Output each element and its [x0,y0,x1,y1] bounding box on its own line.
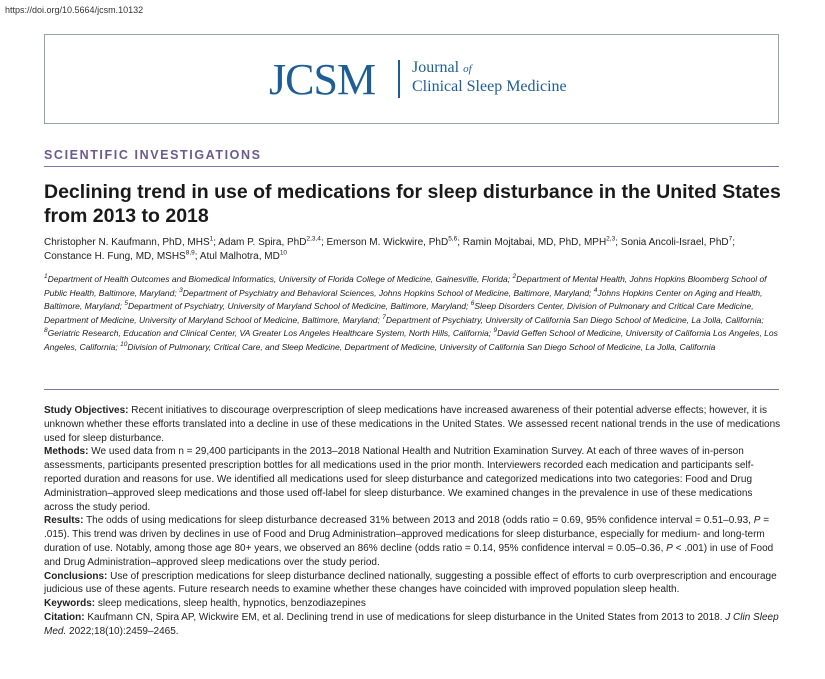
objectives-label: Study Objectives: [44,405,129,416]
affiliation-number: 3 [179,286,183,294]
author-affiliation-sup: 5,6 [448,235,458,243]
abstract-citation [44,611,784,639]
objectives-text: Recent initiatives to discourage overprescription of sleep medications have increased awareness of their potential adverse effects; however, it is unknown whether these efforts translated into a decline in use of these medications in the United States. We assessed recent national trends in the use of medications used for sleep disturbance. [44,405,781,444]
affiliation-text: Department of Psychiatry, University of California San Diego School of Medicine, La Jolla, California; [385,314,764,325]
abstract-objectives [44,404,784,445]
abstract-conclusions [44,570,784,598]
author-name: Constance H. Fung, MD, MSHS [44,251,186,262]
citation-journal: J Clin Sleep Med. [44,611,779,637]
affiliation-text: Department of Health Outcomes and Biomedical Informatics, University of Florida College of Medicine, Gainesville, Florida; [47,274,513,284]
affiliation-text: Department of Psychiatry and Behavioral Sciences, Johns Hopkins School of Medicine, Baltimore, Maryland; [182,287,594,298]
affiliation-text: Geriatric Research, Education and Clinical Center, VA Greater Los Angeles Healthcare System, North Hills, California; [47,328,494,338]
author-separator: ; [457,237,463,248]
keywords-label: Keywords: [44,598,96,610]
section-divider [44,166,779,167]
author-affiliation-sup: 7 [728,235,733,243]
author-separator: ; [320,237,327,248]
results-text-b: = .015). This trend was driven by declines in use of Food and Drug Administration–approved medications for sleep disturbance, especially for medium- and long-term duration of use. Notably, among those age 80+ years, we observed an 86% decline (odds ratio = 0.14, 95% confidence interval = 0.05–0.36, [44,515,770,554]
author-affiliation-sup: 1 [209,235,214,243]
methods-text: We used data from n = 29,400 participants in the 2013–2018 National Health and Nutrition Examination Survey. At each of three waves of in-person assessments, participants presented prescription bottles for all medications used in the prior month. Interviewers recorded each medication and participants self-reported duration and reasons for use. We identified all medications used for sleep disturbance and categorized medications into two categories: Food and Drug Administration–approved sleep medications and those used off-label for sleep disturbance. We examined changes in the prevalence in use of these medications across the study period. [44,446,754,513]
author-separator: ; [213,237,219,248]
citation-volume: 2022;18(10):2459–2465. [69,625,179,637]
affiliation-number: 4 [593,286,598,294]
author-separator: ; [194,251,200,262]
affiliation-text: Division of Pulmonary, Critical Care, and Sleep Medicine, Department of Medicine, University of California San Diego School of Medicine, La Jolla, California [127,341,716,352]
author-name: Sonia Ancoli-Israel, PhD [620,237,729,248]
citation-text: Kaufmann CN, Spira AP, Wickwire EM, et al. Declining trend in use of medications for sleep disturbance in the United States from 2013 to 2018. [87,611,723,623]
affiliation-number: 2 [512,273,517,281]
affiliation-text: Sleep Disorders Center, Division of Pulmonary and Critical Care Medicine, Department of Medicine, University of Maryland School of Medicine, Baltimore, Maryland; [44,301,754,325]
author-affiliation-sup: 8,9 [185,249,195,257]
author-separator: ; [615,237,621,248]
author-name: Emerson M. Wickwire, PhD [326,237,449,248]
results-p-value: P [666,542,673,554]
logo-divider [398,60,400,98]
affiliation-text: Johns Hopkins Center on Aging and Health, Baltimore, Maryland; [44,287,763,311]
author-affiliation-sup: 10 [279,249,288,257]
affiliations [44,273,784,354]
affiliation-number: 10 [120,340,128,348]
affiliation-text: David Geffen School of Medicine, University of California Los Angeles, Los Angeles, California; [44,328,778,352]
conclusions-label: Conclusions: [44,570,108,582]
header-divider [44,389,779,390]
affiliation-number: 9 [493,327,498,335]
journal-name-of: of [463,63,472,75]
section-label: SCIENTIFIC INVESTIGATIONS [44,148,262,162]
results-label: Results: [44,515,84,527]
affiliation-text: Department of Psychiatry, University of Maryland School of Medicine, Baltimore, Maryland; [127,301,471,311]
conclusions-text: Use of prescription medications for sleep disturbance declined nationally, suggesting a possible effect of efforts to curb overprescription and encourage judicious use of these agents. Future research needs to examine whether these changes have coincided with improved population sleep health. [44,570,777,596]
affiliation-number: 6 [470,300,475,308]
citation-label: Citation: [44,611,85,623]
abstract-keywords [44,597,784,611]
results-text-a: The odds of using medications for sleep disturbance decreased 31% between 2013 and 2018 (odds ratio = 0.69, 95% confidence interval = 0.51–0.93, [86,515,751,527]
article-title: Declining trend in use of medications for sleep disturbance in the United States from 2013 to 2018 [44,181,781,227]
author-separator: ; [732,237,736,248]
journal-name-word: Journal [412,59,460,76]
keywords-text: sleep medications, sleep health, hypnotics, benzodiazepines [97,598,366,610]
journal-name-line2: Clinical Sleep Medicine [412,78,567,95]
abstract [44,404,784,639]
journal-logo: JCSM [269,55,376,104]
author-affiliation-sup: 2,3,4 [306,235,321,243]
journal-name [412,59,567,96]
affiliation-number: 7 [382,313,386,321]
results-text-c: < .001) in use of Food and Drug Administration–approved sleep medications over the study period. [44,542,774,568]
author-affiliation-sup: 2,3 [606,235,616,243]
affiliation-text: Department of Mental Health, Johns Hopkins Bloomberg School of Public Health, Baltimore, Maryland; [44,274,767,298]
author-name: Christopher N. Kaufmann, PhD, MHS [44,237,210,248]
affiliation-number: 1 [44,273,48,281]
doi-link[interactable]: https://doi.org/10.5664/jcsm.10132 [5,5,144,15]
journal-banner [44,34,779,124]
methods-label: Methods: [44,446,89,458]
affiliation-number: 8 [44,327,48,335]
abstract-methods [44,445,784,514]
author-name: Atul Malhotra, MD [199,251,280,262]
author-name: Ramin Mojtabai, MD, PhD, MPH [462,237,607,248]
author-list [44,236,784,264]
author-name: Adam P. Spira, PhD [218,237,307,248]
abstract-results [44,514,784,569]
results-p-value: P [753,515,761,527]
affiliation-number: 5 [124,300,128,308]
